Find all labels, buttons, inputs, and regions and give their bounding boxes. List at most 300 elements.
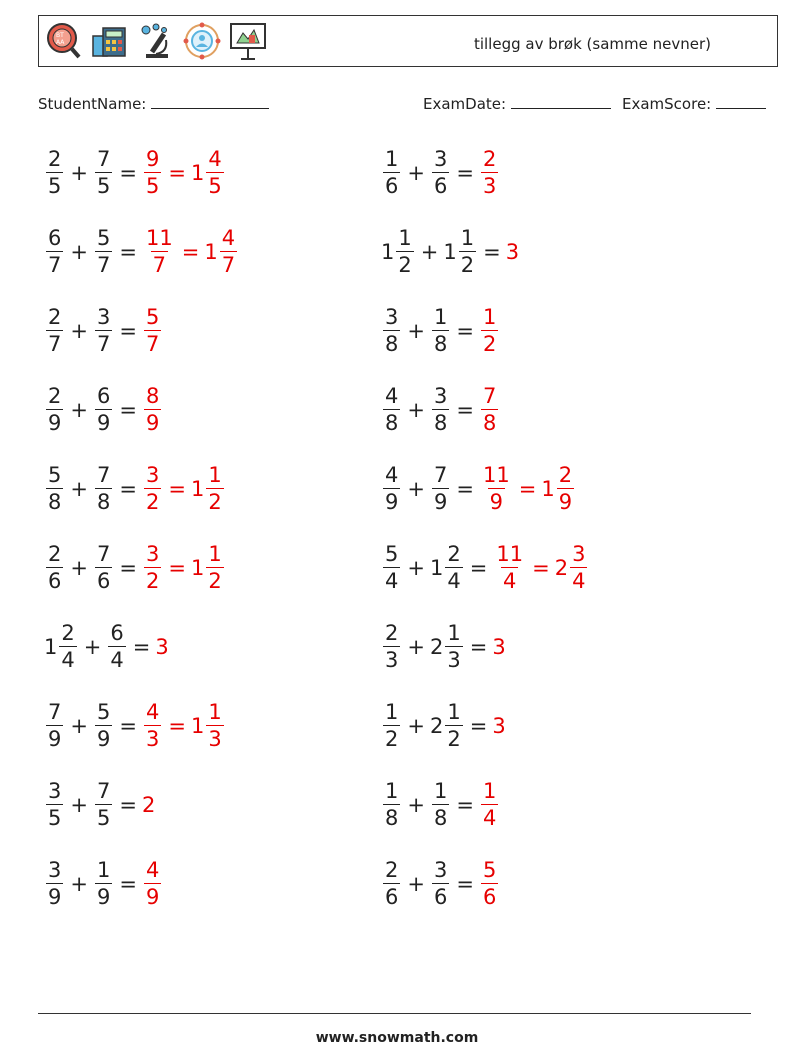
denominator: 6 (433, 174, 448, 198)
numerator: 3 (145, 463, 160, 487)
denominator: 2 (145, 569, 160, 593)
mixed-number (430, 544, 465, 592)
mixed-number (44, 702, 65, 750)
numerator: 1 (482, 305, 497, 329)
fraction (432, 860, 449, 908)
mixed-number (479, 386, 500, 434)
fraction (481, 781, 498, 829)
numerator: 3 (433, 147, 448, 171)
fraction (95, 307, 112, 355)
equals-sign: = (119, 398, 137, 422)
mixed-number (142, 386, 163, 434)
denominator: 7 (96, 332, 111, 356)
denominator: 8 (433, 806, 448, 830)
denominator: 9 (48, 727, 62, 751)
mixed-number (381, 702, 402, 750)
answer (142, 860, 163, 908)
exam-date-blank[interactable] (511, 94, 611, 109)
mixed-number (443, 228, 478, 276)
denominator: 7 (48, 332, 62, 356)
denominator: 2 (398, 253, 412, 277)
whole-part: 2 (141, 793, 156, 817)
fraction (459, 228, 476, 276)
fraction (570, 544, 587, 592)
answer (142, 544, 226, 592)
numerator: 1 (398, 226, 412, 250)
denominator: 8 (385, 411, 399, 435)
denominator: 7 (96, 253, 111, 277)
denominator: 2 (482, 332, 497, 356)
footer-divider (38, 1013, 751, 1014)
equals-sign: = (168, 714, 186, 738)
mixed-number (541, 465, 576, 513)
fraction (432, 307, 449, 355)
answer (479, 307, 500, 355)
problem-row (44, 695, 226, 757)
plus-sign: + (70, 556, 88, 580)
equals-sign: = (469, 714, 488, 738)
denominator: 6 (433, 885, 448, 909)
whole-part: 1 (541, 477, 555, 501)
plus-sign: + (70, 872, 88, 896)
fraction (383, 702, 400, 750)
mixed-number (93, 228, 114, 276)
problem-row (44, 537, 226, 599)
mixed-number (479, 465, 514, 513)
fraction (95, 702, 112, 750)
denominator: 2 (385, 727, 399, 751)
calculator-icon (91, 21, 129, 61)
fraction (46, 544, 63, 592)
fraction (95, 465, 112, 513)
answer (155, 635, 168, 659)
numerator: 5 (385, 542, 399, 566)
whole-part: 3 (155, 635, 169, 659)
numerator: 1 (208, 463, 222, 487)
whole-part: 2 (554, 556, 569, 580)
mixed-number (555, 544, 590, 592)
numerator: 3 (48, 779, 62, 803)
answer (142, 793, 155, 817)
numerator: 5 (482, 858, 497, 882)
mixed-number (430, 781, 451, 829)
magnifier-abc-icon (45, 21, 83, 61)
fraction (396, 228, 413, 276)
numerator: 1 (460, 226, 475, 250)
denominator: 5 (48, 806, 62, 830)
numerator: 3 (385, 305, 399, 329)
answer (142, 149, 226, 197)
equals-sign: = (168, 161, 186, 185)
numerator: 6 (110, 621, 124, 645)
whole-part: 3 (505, 240, 520, 264)
numerator: 7 (482, 384, 497, 408)
mixed-number (430, 386, 451, 434)
fraction (144, 228, 175, 276)
fraction (46, 860, 63, 908)
numerator: 2 (385, 858, 399, 882)
denominator: 5 (96, 174, 111, 198)
denominator: 8 (433, 332, 448, 356)
plus-sign: + (420, 240, 439, 264)
plus-sign: + (70, 319, 88, 343)
denominator: 4 (385, 569, 399, 593)
header-icons (45, 21, 267, 61)
whole-part: 3 (492, 714, 506, 738)
mixed-number (93, 307, 114, 355)
fraction (445, 623, 462, 671)
denominator: 4 (572, 569, 586, 593)
numerator: 9 (145, 147, 160, 171)
denominator: 9 (48, 411, 62, 435)
denominator: 6 (482, 885, 497, 909)
mixed-number (142, 149, 163, 197)
numerator: 11 (496, 542, 524, 566)
mixed-number (44, 544, 65, 592)
mixed-number (44, 307, 65, 355)
fraction (46, 465, 63, 513)
mixed-number (430, 860, 451, 908)
mixed-number (191, 702, 226, 750)
fraction (206, 544, 223, 592)
problem-row (381, 774, 500, 836)
fraction (383, 544, 400, 592)
numerator: 2 (558, 463, 573, 487)
fraction (494, 544, 525, 592)
plus-sign: + (407, 556, 425, 580)
fraction (95, 781, 112, 829)
numerator: 1 (433, 779, 448, 803)
numerator: 4 (385, 384, 399, 408)
mixed-number (142, 544, 163, 592)
fraction (481, 386, 498, 434)
problem-row (44, 458, 226, 520)
equals-sign: = (119, 319, 137, 343)
answer (142, 307, 163, 355)
mixed-number (479, 307, 500, 355)
problem-row (44, 142, 226, 204)
denominator: 5 (48, 174, 62, 198)
numerator: 2 (48, 384, 62, 408)
plus-sign: + (70, 398, 88, 422)
mixed-number (430, 149, 451, 197)
denominator: 2 (460, 253, 475, 277)
denominator: 4 (503, 569, 517, 593)
mixed-number (479, 781, 500, 829)
denominator: 8 (433, 411, 448, 435)
denominator: 9 (145, 411, 160, 435)
fraction (144, 149, 161, 197)
mixed-number (191, 149, 226, 197)
fraction (206, 465, 223, 513)
whole-part: 1 (381, 240, 395, 264)
mixed-number (191, 465, 226, 513)
numerator: 3 (48, 858, 62, 882)
fraction (144, 544, 161, 592)
problem-row (381, 458, 576, 520)
denominator: 9 (385, 490, 399, 514)
answer (479, 465, 576, 513)
numerator: 1 (96, 858, 111, 882)
answer (492, 544, 589, 592)
fraction (481, 465, 512, 513)
exam-score-label: ExamScore: (622, 95, 712, 113)
fraction (46, 386, 63, 434)
numerator: 1 (447, 621, 461, 645)
student-name-blank[interactable] (151, 94, 269, 109)
fraction (206, 149, 223, 197)
fraction (481, 149, 498, 197)
numerator: 3 (433, 858, 448, 882)
whole-part: 3 (492, 635, 506, 659)
exam-date-field (423, 94, 611, 113)
denominator: 9 (145, 885, 160, 909)
numerator: 4 (221, 226, 236, 250)
mixed-number (381, 386, 402, 434)
equals-sign: = (132, 635, 151, 659)
fraction (144, 386, 161, 434)
fraction (46, 781, 63, 829)
denominator: 8 (48, 490, 62, 514)
fraction (432, 781, 449, 829)
numerator: 2 (48, 305, 62, 329)
mixed-number (93, 860, 114, 908)
whole-part: 2 (429, 635, 444, 659)
whole-part: 1 (443, 240, 457, 264)
fraction (383, 623, 400, 671)
fraction (383, 860, 400, 908)
answer (479, 149, 500, 197)
numerator: 1 (208, 542, 222, 566)
numerator: 5 (96, 700, 111, 724)
answer (492, 635, 505, 659)
mixed-number (430, 307, 451, 355)
fraction (95, 860, 112, 908)
fraction (59, 623, 76, 671)
numerator: 3 (145, 542, 160, 566)
plus-sign: + (70, 240, 88, 264)
mixed-number (44, 149, 65, 197)
numerator: 2 (447, 542, 461, 566)
numerator: 7 (96, 542, 111, 566)
exam-score-field (622, 94, 766, 113)
plus-sign: + (70, 793, 88, 817)
whole-part: 1 (190, 714, 205, 738)
numerator: 7 (96, 779, 111, 803)
denominator: 7 (152, 253, 167, 277)
numerator: 4 (208, 147, 222, 171)
equals-sign: = (456, 319, 474, 343)
numerator: 2 (385, 621, 399, 645)
whole-part: 1 (204, 240, 218, 264)
numerator: 3 (433, 384, 448, 408)
whole-part: 1 (190, 556, 205, 580)
plus-sign: + (407, 161, 425, 185)
denominator: 7 (221, 253, 236, 277)
mixed-number (430, 702, 465, 750)
denominator: 3 (385, 648, 399, 672)
mixed-number (430, 465, 451, 513)
mixed-number (93, 781, 114, 829)
equals-sign: = (181, 240, 200, 264)
worksheet-header (38, 15, 778, 67)
denominator: 8 (482, 411, 497, 435)
plus-sign: + (407, 872, 425, 896)
fraction (108, 623, 125, 671)
whole-part: 1 (429, 556, 444, 580)
denominator: 8 (385, 332, 399, 356)
equals-sign: = (168, 556, 186, 580)
whole-part: 1 (190, 477, 205, 501)
mixed-number (381, 544, 402, 592)
numerator: 3 (572, 542, 586, 566)
mixed-number (381, 228, 416, 276)
answer (506, 240, 519, 264)
denominator: 8 (96, 490, 111, 514)
problem-row (381, 221, 519, 283)
presentation-board-icon (229, 21, 267, 61)
mixed-number (44, 228, 65, 276)
denominator: 2 (447, 727, 461, 751)
fraction (432, 149, 449, 197)
denominator: 3 (447, 648, 461, 672)
numerator: 6 (96, 384, 111, 408)
equals-sign: = (456, 477, 474, 501)
fraction (383, 386, 400, 434)
mixed-number (381, 307, 402, 355)
denominator: 9 (558, 490, 573, 514)
mixed-number (44, 386, 65, 434)
fraction (557, 465, 574, 513)
numerator: 2 (61, 621, 75, 645)
numerator: 7 (433, 463, 448, 487)
fraction (46, 702, 63, 750)
plus-sign: + (407, 319, 425, 343)
mixed-number (44, 623, 79, 671)
mixed-number (93, 702, 114, 750)
numerator: 4 (145, 858, 160, 882)
fraction (95, 149, 112, 197)
fraction (383, 149, 400, 197)
denominator: 2 (145, 490, 160, 514)
mixed-number (93, 149, 114, 197)
equals-sign: = (119, 161, 137, 185)
denominator: 9 (489, 490, 504, 514)
denominator: 7 (48, 253, 62, 277)
whole-part: 2 (429, 714, 444, 738)
problem-row (44, 774, 155, 836)
exam-score-blank[interactable] (716, 94, 766, 109)
fraction (445, 544, 462, 592)
numerator: 3 (96, 305, 111, 329)
fraction (432, 465, 449, 513)
denominator: 4 (61, 648, 75, 672)
denominator: 4 (482, 806, 497, 830)
problem-row (44, 300, 163, 362)
svg-text:AA: AA (56, 39, 65, 46)
mixed-number (492, 714, 505, 738)
answer (142, 465, 226, 513)
equals-sign: = (456, 161, 474, 185)
equals-sign: = (483, 240, 501, 264)
numerator: 1 (433, 305, 448, 329)
numerator: 1 (385, 147, 399, 171)
numerator: 4 (145, 700, 160, 724)
plus-sign: + (83, 635, 102, 659)
mixed-number (155, 635, 168, 659)
equals-sign: = (119, 477, 137, 501)
numerator: 2 (482, 147, 497, 171)
target-person-icon (183, 21, 221, 61)
plus-sign: + (407, 793, 425, 817)
fraction (95, 544, 112, 592)
denominator: 3 (208, 727, 222, 751)
numerator: 7 (96, 463, 111, 487)
fraction (46, 149, 63, 197)
numerator: 11 (482, 463, 510, 487)
whole-part: 1 (190, 161, 205, 185)
denominator: 7 (145, 332, 160, 356)
fraction (445, 702, 462, 750)
exam-date-label: ExamDate: (423, 95, 507, 113)
fraction (95, 228, 112, 276)
denominator: 4 (447, 569, 461, 593)
mixed-number (479, 860, 500, 908)
equals-sign: = (456, 872, 474, 896)
whole-part: 1 (44, 635, 58, 659)
problem-row (381, 537, 589, 599)
plus-sign: + (407, 714, 425, 738)
mixed-number (142, 702, 163, 750)
problem-row (381, 142, 500, 204)
mixed-number (44, 465, 65, 513)
denominator: 9 (96, 885, 111, 909)
fraction (481, 860, 498, 908)
denominator: 3 (145, 727, 160, 751)
mixed-number (93, 386, 114, 434)
denominator: 5 (208, 174, 222, 198)
mixed-number (381, 623, 402, 671)
denominator: 9 (96, 727, 111, 751)
mixed-number (381, 781, 402, 829)
equals-sign: = (456, 793, 474, 817)
problem-row (381, 300, 500, 362)
fraction (383, 781, 400, 829)
problem-row (381, 379, 500, 441)
mixed-number (106, 623, 127, 671)
fraction (383, 307, 400, 355)
mixed-number (492, 635, 505, 659)
mixed-number (142, 228, 177, 276)
numerator: 7 (96, 147, 111, 171)
numerator: 2 (48, 542, 62, 566)
denominator: 5 (145, 174, 160, 198)
numerator: 1 (385, 779, 399, 803)
fraction (144, 860, 161, 908)
equals-sign: = (532, 556, 550, 580)
problem-row (381, 853, 500, 915)
mixed-number (381, 149, 402, 197)
mixed-number (44, 860, 65, 908)
fraction (220, 228, 237, 276)
answer (479, 386, 500, 434)
plus-sign: + (407, 477, 425, 501)
denominator: 3 (482, 174, 497, 198)
numerator: 5 (48, 463, 62, 487)
equals-sign: = (469, 556, 488, 580)
fraction (46, 228, 63, 276)
mixed-number (93, 544, 114, 592)
